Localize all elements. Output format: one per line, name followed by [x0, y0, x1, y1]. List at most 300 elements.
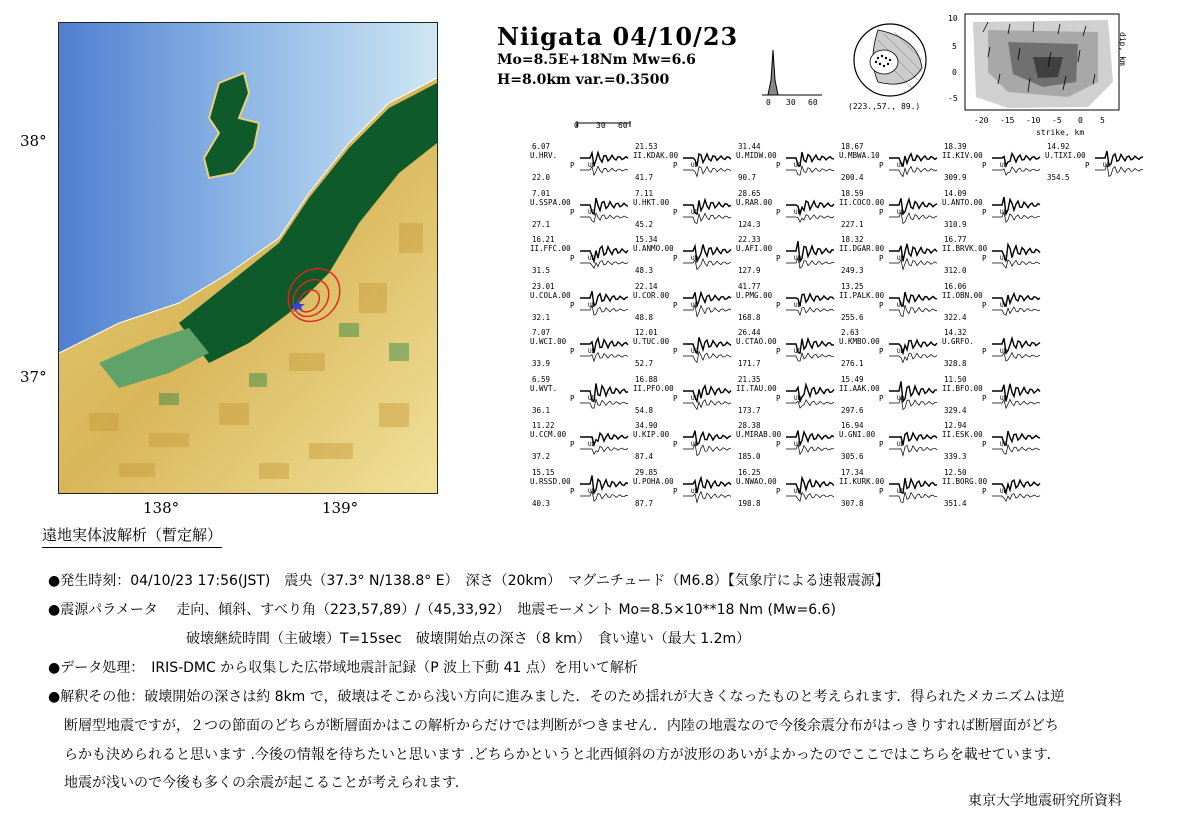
- component-label: UD: [1000, 487, 1008, 495]
- component-label: UD: [1103, 162, 1111, 169]
- component-label: UD: [1000, 394, 1008, 402]
- station-azimuth: 255.6: [841, 312, 864, 322]
- station-trace: [942, 468, 1054, 514]
- waveform-trace-icon: [889, 423, 939, 463]
- phase-label: P: [982, 254, 987, 263]
- component-label: UD: [897, 301, 905, 309]
- station-amplitude: 7.01: [532, 188, 551, 198]
- station-amplitude: 12.01: [635, 328, 658, 337]
- wave-scale-tick-60: 60: [618, 121, 628, 130]
- component-label: UD: [897, 487, 905, 495]
- station-azimuth: 339.3: [944, 452, 967, 461]
- component-label: UD: [1000, 301, 1008, 309]
- analysis-subtitle: 遠地実体波解析（暫定解）: [42, 524, 222, 548]
- station-trace: [1045, 142, 1157, 188]
- epicenter-map: [58, 22, 438, 494]
- phase-label: P: [879, 254, 884, 263]
- station-trace: [530, 282, 642, 328]
- station-trace: [736, 468, 848, 514]
- station-amplitude: 14.32: [944, 328, 967, 337]
- component-label: UD: [897, 208, 905, 216]
- phase-label: P: [879, 300, 884, 310]
- station-amplitude: 22.33: [738, 235, 761, 244]
- phase-label: P: [879, 486, 884, 496]
- station-trace: [839, 468, 951, 514]
- station-amplitude: 6.59: [532, 374, 551, 384]
- phase-label: P: [570, 486, 575, 496]
- station-azimuth: 200.4: [841, 173, 864, 182]
- station-amplitude: 2.63: [841, 328, 860, 337]
- station-name: U.SSPA.00: [530, 197, 571, 207]
- phase-label: P: [673, 347, 678, 356]
- phase-label: P: [982, 486, 987, 496]
- station-trace: [633, 282, 745, 328]
- station-trace: [839, 235, 951, 281]
- station-azimuth: 52.7: [635, 359, 654, 368]
- station-amplitude: 16.06: [944, 281, 967, 291]
- interpretation-line-4: 地震が浅いので今後も多くの余震が起こることが考えられます．: [64, 775, 469, 791]
- interpretation-line-1: ●解釈その他：破壊開始の深さは約 8km で，破壊はそこから浅い方向に進みました．そのため揺れが大きくなったものと考えられます．得られたメカニズムは逆: [48, 689, 1065, 705]
- slip-ytick-m5: -5: [948, 94, 958, 103]
- station-name: U.WCI.00: [530, 337, 567, 346]
- station-name: U.TIXI.00: [1045, 151, 1086, 160]
- phase-label: P: [570, 347, 575, 356]
- phase-label: P: [776, 161, 781, 170]
- station-amplitude: 12.94: [944, 421, 967, 430]
- station-trace: [633, 375, 745, 421]
- station-azimuth: 31.5: [532, 266, 551, 275]
- station-amplitude: 16.88: [635, 374, 658, 384]
- station-trace: [736, 142, 848, 188]
- station-name: U.CCM.00: [530, 430, 567, 439]
- station-name: II.COCO.00: [839, 197, 885, 207]
- waveform-trace-icon: [786, 330, 836, 370]
- station-name: U.GRFO.: [942, 337, 974, 346]
- station-name: U.HRV.: [530, 151, 558, 160]
- station-trace: [633, 328, 745, 374]
- station-trace: [633, 189, 745, 235]
- waveform-trace-icon: [889, 237, 939, 277]
- phase-label: P: [570, 254, 575, 263]
- waveform-trace-icon: [889, 330, 939, 370]
- component-label: UD: [691, 162, 699, 169]
- component-label: UD: [794, 162, 802, 169]
- stf-tick-0: 0: [766, 98, 771, 107]
- station-name: II.BRVK.00: [942, 244, 988, 253]
- station-trace: [839, 421, 951, 467]
- station-azimuth: 45.2: [635, 219, 654, 229]
- waveform-trace-icon: [683, 377, 733, 417]
- station-azimuth: 297.6: [841, 405, 864, 415]
- station-trace: [633, 142, 745, 188]
- phase-label: P: [570, 440, 575, 449]
- station-trace: [942, 282, 1054, 328]
- waveform-trace-icon: [889, 377, 939, 417]
- component-label: UD: [588, 487, 596, 495]
- phase-label: P: [982, 207, 987, 217]
- station-name: U.RAR.00: [736, 197, 773, 207]
- station-amplitude: 28.38: [738, 421, 761, 430]
- station-azimuth: 32.1: [532, 312, 551, 322]
- component-label: UD: [1000, 255, 1008, 262]
- station-azimuth: 354.5: [1047, 173, 1070, 182]
- station-name: II.BFO.00: [942, 383, 983, 393]
- phase-label: P: [776, 393, 781, 403]
- waveform-trace-icon: [786, 144, 836, 184]
- station-azimuth: 41.7: [635, 173, 654, 182]
- station-name: II.ESK.00: [942, 430, 983, 439]
- station-azimuth: 87.7: [635, 498, 654, 508]
- slip-distribution: [948, 12, 1128, 144]
- station-azimuth: 171.7: [738, 359, 761, 368]
- station-azimuth: 322.4: [944, 312, 967, 322]
- component-label: UD: [691, 301, 699, 309]
- station-trace: [736, 235, 848, 281]
- component-label: UD: [897, 348, 905, 355]
- phase-label: P: [879, 440, 884, 449]
- station-name: U.MIRAB.00: [736, 430, 782, 439]
- station-name: II.AAK.00: [839, 383, 880, 393]
- component-label: UD: [588, 162, 596, 169]
- station-azimuth: 40.3: [532, 498, 551, 508]
- phase-label: P: [879, 207, 884, 217]
- station-amplitude: 18.32: [841, 235, 864, 244]
- station-azimuth: 185.0: [738, 452, 761, 461]
- station-name: U.NWAO.00: [736, 476, 777, 486]
- station-azimuth: 309.9: [944, 173, 967, 182]
- station-amplitude: 18.67: [841, 142, 864, 151]
- beachball-icon: [848, 20, 938, 100]
- station-trace: [942, 375, 1054, 421]
- station-trace: [736, 328, 848, 374]
- station-azimuth: 351.4: [944, 498, 967, 508]
- station-amplitude: 16.94: [841, 421, 864, 430]
- station-name: U.COLA.00: [530, 290, 571, 300]
- station-azimuth: 36.1: [532, 405, 551, 415]
- phase-label: P: [1085, 161, 1090, 170]
- phase-label: P: [776, 254, 781, 263]
- waveform-trace-icon: [889, 470, 939, 510]
- mechanism-label: (223.,57., 89.): [848, 102, 921, 111]
- station-azimuth: 227.1: [841, 219, 864, 229]
- station-name: U.AFI.00: [736, 244, 773, 253]
- phase-label: P: [776, 486, 781, 496]
- waveform-grid: [530, 142, 1150, 522]
- waveform-trace-icon: [889, 284, 939, 324]
- waveform-trace-icon: [889, 144, 939, 184]
- station-trace: [633, 468, 745, 514]
- station-trace: [942, 328, 1054, 374]
- waveform-trace-icon: [786, 423, 836, 463]
- component-label: UD: [794, 487, 802, 495]
- station-amplitude: 18.59: [841, 188, 864, 198]
- station-amplitude: 28.65: [738, 188, 761, 198]
- phase-label: P: [570, 161, 575, 170]
- component-label: UD: [897, 441, 905, 448]
- phase-label: P: [776, 440, 781, 449]
- phase-label: P: [673, 300, 678, 310]
- component-label: UD: [588, 441, 596, 448]
- waveform-trace-icon: [889, 191, 939, 231]
- station-trace: [736, 189, 848, 235]
- waveform-trace-icon: [683, 191, 733, 231]
- wave-scale-tick-30: 30: [596, 121, 606, 130]
- waveform-trace-icon: [683, 330, 733, 370]
- component-label: UD: [794, 255, 802, 262]
- slip-ytick-5: 5: [952, 42, 957, 51]
- station-name: U.COR.00: [633, 290, 670, 300]
- station-trace: [633, 421, 745, 467]
- station-name: U.RSSD.00: [530, 476, 571, 486]
- waveform-trace-icon: [580, 284, 630, 324]
- station-trace: [530, 421, 642, 467]
- waveform-trace-icon: [683, 423, 733, 463]
- slip-xtick-0: 0: [1078, 116, 1083, 125]
- waveform-trace-icon: [1095, 144, 1145, 184]
- station-trace: [736, 282, 848, 328]
- station-azimuth: 124.3: [738, 219, 761, 229]
- station-name: U.KMBO.00: [839, 337, 880, 346]
- station-amplitude: 23.01: [532, 281, 555, 291]
- waveform-trace-icon: [580, 144, 630, 184]
- slip-xtick-5: 5: [1100, 116, 1105, 125]
- component-label: UD: [1000, 162, 1008, 169]
- station-name: U.ANTO.00: [942, 197, 983, 207]
- station-amplitude: 21.35: [738, 374, 761, 384]
- waveform-trace-icon: [580, 330, 630, 370]
- station-name: U.PMG.00: [736, 290, 773, 300]
- waveform-trace-icon: [992, 377, 1042, 417]
- map-image: [59, 23, 437, 493]
- station-amplitude: 26.44: [738, 328, 761, 337]
- component-label: UD: [691, 255, 699, 262]
- station-amplitude: 16.21: [532, 235, 555, 244]
- station-trace: [530, 375, 642, 421]
- waveform-trace-icon: [683, 144, 733, 184]
- phase-label: P: [673, 161, 678, 170]
- station-amplitude: 7.07: [532, 328, 551, 337]
- component-label: UD: [1000, 208, 1008, 216]
- waveform-trace-icon: [580, 191, 630, 231]
- component-label: UD: [588, 394, 596, 402]
- station-amplitude: 14.92: [1047, 142, 1070, 151]
- waveform-trace-icon: [683, 470, 733, 510]
- station-amplitude: 14.09: [944, 188, 967, 198]
- station-name: U.MIDW.00: [736, 151, 777, 160]
- station-trace: [942, 189, 1054, 235]
- station-azimuth: 87.4: [635, 452, 654, 461]
- phase-label: P: [570, 207, 575, 217]
- station-trace: [839, 328, 951, 374]
- waveform-trace-icon: [786, 237, 836, 277]
- station-trace: [839, 375, 951, 421]
- station-name: U.ANMO.00: [633, 244, 674, 253]
- waveform-trace-icon: [992, 330, 1042, 370]
- phase-label: P: [776, 207, 781, 217]
- station-azimuth: 22.0: [532, 173, 551, 182]
- station-name: U.POHA.00: [633, 476, 674, 486]
- station-name: U.KIP.00: [633, 430, 670, 439]
- station-amplitude: 16.25: [738, 467, 761, 477]
- phase-label: P: [570, 300, 575, 310]
- station-name: II.PALK.00: [839, 290, 885, 300]
- component-label: UD: [588, 208, 596, 216]
- station-azimuth: 249.3: [841, 266, 864, 275]
- station-name: II.OBN.00: [942, 290, 983, 300]
- station-name: U.CTAO.00: [736, 337, 777, 346]
- component-label: UD: [691, 487, 699, 495]
- stf-tick-60: 60: [808, 98, 818, 107]
- interpretation-line-2: 断層型地震ですが，２つの節面のどちらが断層面かはこの解析からだけでは判断がつきません．内陸の地震なので今後余震分布がはっきりすれば断層面がどち: [64, 718, 1059, 734]
- waveform-trace-icon: [786, 377, 836, 417]
- station-trace: [839, 189, 951, 235]
- source-params: ●震源パラメータ 走向、傾斜、すべり角（223,57,89）/（45,33,92） 地震モーメント Mo=8.5×10**18 Nm (Mw=6.6): [48, 602, 836, 618]
- waveform-trace-icon: [580, 237, 630, 277]
- waveform-trace-icon: [992, 191, 1042, 231]
- station-name: II.FFC.00: [530, 244, 571, 253]
- station-azimuth: 276.1: [841, 359, 864, 368]
- waveform-trace-icon: [992, 284, 1042, 324]
- component-label: UD: [588, 301, 596, 309]
- depth-variance: H=8.0km var.=0.3500: [497, 72, 670, 88]
- station-amplitude: 11.22: [532, 421, 555, 430]
- component-label: UD: [691, 394, 699, 402]
- station-azimuth: 328.8: [944, 359, 967, 368]
- station-amplitude: 29.85: [635, 467, 658, 477]
- station-azimuth: 305.6: [841, 452, 864, 461]
- slip-ytick-0: 0: [952, 68, 957, 77]
- waveform-trace-icon: [683, 237, 733, 277]
- station-trace: [530, 328, 642, 374]
- slip-xtick-m5: -5: [1052, 116, 1062, 125]
- station-name: U.HKT.00: [633, 197, 670, 207]
- focal-mechanism: [848, 20, 938, 115]
- lon-label-139: 139°: [322, 499, 359, 517]
- phase-label: P: [776, 300, 781, 310]
- rupture-params: 破壊継続時間（主破壊）T=15sec 破壊開始点の深さ（8 km） 食い違い（最大 1.2m）: [186, 631, 751, 647]
- station-azimuth: 173.7: [738, 405, 761, 415]
- phase-label: P: [879, 393, 884, 403]
- waveform-trace-icon: [992, 237, 1042, 277]
- station-amplitude: 16.77: [944, 235, 967, 244]
- station-amplitude: 21.53: [635, 142, 658, 151]
- station-trace: [530, 235, 642, 281]
- waveform-trace-icon: [992, 144, 1042, 184]
- component-label: UD: [691, 348, 699, 355]
- waveform-trace-icon: [992, 470, 1042, 510]
- slip-xtick-m15: -15: [1000, 116, 1015, 125]
- phase-label: P: [570, 393, 575, 403]
- component-label: UD: [794, 441, 802, 448]
- station-name: II.KURK.00: [839, 476, 885, 486]
- station-name: U.TUC.00: [633, 337, 670, 346]
- moment-magnitude: Mo=8.5E+18Nm Mw=6.6: [497, 52, 696, 68]
- station-azimuth: 37.2: [532, 452, 551, 461]
- station-amplitude: 18.39: [944, 142, 967, 151]
- station-azimuth: 329.4: [944, 405, 967, 415]
- phase-label: P: [982, 440, 987, 449]
- station-azimuth: 168.8: [738, 312, 761, 322]
- phase-label: P: [982, 393, 987, 403]
- lat-label-37: 37°: [20, 368, 47, 386]
- station-amplitude: 11.50: [944, 374, 967, 384]
- phase-label: P: [982, 347, 987, 356]
- station-name: II.KIV.00: [942, 151, 983, 160]
- phase-label: P: [776, 347, 781, 356]
- component-label: UD: [794, 394, 802, 402]
- station-azimuth: 33.9: [532, 359, 551, 368]
- component-label: UD: [588, 255, 596, 262]
- station-azimuth: 27.1: [532, 219, 551, 229]
- station-trace: [530, 468, 642, 514]
- station-amplitude: 22.14: [635, 281, 658, 291]
- station-amplitude: 15.49: [841, 374, 864, 384]
- wave-scale-tick-0: 0: [574, 121, 579, 130]
- source-time-function: [758, 40, 828, 110]
- station-trace: [839, 142, 951, 188]
- phase-label: P: [673, 486, 678, 496]
- station-amplitude: 17.34: [841, 467, 864, 477]
- interpretation-line-3: らかも決められると思います .今後の情報を待ちたいと思います .どちらかというと北西傾斜の方が波形のあいがよかったのでここではこちらを載せています．: [64, 747, 1061, 763]
- station-trace: [942, 421, 1054, 467]
- station-amplitude: 15.15: [532, 467, 555, 477]
- waveform-trace-icon: [786, 284, 836, 324]
- station-azimuth: 127.9: [738, 266, 761, 275]
- station-trace: [530, 142, 642, 188]
- phase-label: P: [982, 161, 987, 170]
- station-trace: [736, 375, 848, 421]
- station-trace: [839, 282, 951, 328]
- station-trace: [633, 235, 745, 281]
- station-azimuth: 90.7: [738, 173, 757, 182]
- station-amplitude: 6.07: [532, 142, 551, 151]
- credit-line: 東京大学地震研究所資料: [968, 793, 1122, 809]
- waveform-trace-icon: [683, 284, 733, 324]
- component-label: UD: [897, 394, 905, 402]
- station-name: II.PFO.00: [633, 383, 674, 393]
- station-azimuth: 54.8: [635, 405, 654, 415]
- component-label: UD: [794, 208, 802, 216]
- station-amplitude: 34.90: [635, 421, 658, 430]
- component-label: UD: [691, 208, 699, 216]
- station-amplitude: 15.34: [635, 235, 658, 244]
- phase-label: P: [673, 207, 678, 217]
- component-label: UD: [691, 441, 699, 448]
- station-name: U.MBWA.10: [839, 151, 880, 160]
- station-trace: [942, 142, 1054, 188]
- station-name: II.BORG.00: [942, 476, 988, 486]
- phase-label: P: [879, 347, 884, 356]
- waveform-trace-icon: [580, 423, 630, 463]
- station-azimuth: 307.8: [841, 498, 864, 508]
- station-name: U.WVT.: [530, 383, 558, 393]
- station-amplitude: 41.77: [738, 281, 761, 291]
- station-trace: [942, 235, 1054, 281]
- station-azimuth: 48.8: [635, 312, 654, 322]
- waveform-trace-icon: [580, 470, 630, 510]
- phase-label: P: [879, 161, 884, 170]
- station-name: II.DGAR.00: [839, 244, 885, 253]
- station-azimuth: 310.9: [944, 219, 967, 229]
- waveform-trace-icon: [580, 377, 630, 417]
- component-label: UD: [1000, 348, 1008, 355]
- slip-ylabel: dip, km: [1118, 32, 1127, 66]
- station-amplitude: 7.11: [635, 188, 654, 198]
- station-azimuth: 312.0: [944, 266, 967, 275]
- phase-label: P: [673, 254, 678, 263]
- phase-label: P: [982, 300, 987, 310]
- station-name: II.TAU.00: [736, 383, 777, 393]
